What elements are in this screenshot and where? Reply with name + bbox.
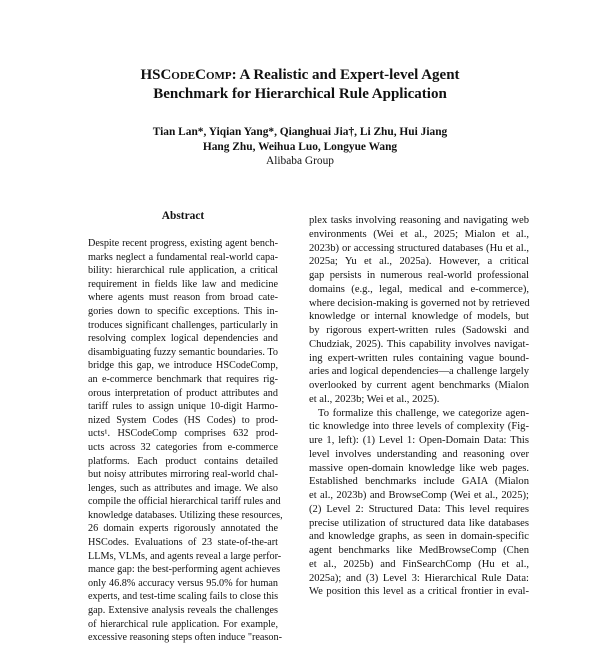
abstract-line: an e-commerce benchmark that requires rig- — [88, 373, 278, 385]
abstract-body — [88, 237, 283, 645]
paper-title — [60, 66, 540, 104]
abstract-line: of hierarchical rule application. For example, — [88, 618, 278, 630]
body-line: et al., 2023b; Wei et al., 2025). — [309, 393, 440, 405]
body-line: agent benchmarks like MedBrowseComp (Chen — [309, 545, 529, 556]
body-line: tic knowledge into three levels of complexity (Fig- — [309, 421, 529, 433]
author-line-1: Tian Lan*, Yiqian Yang*, Qianghuai Jia†, Li Zhu, Hui Jiang — [152, 126, 448, 138]
abstract-line: knowledge databases. Utilizing these resources, — [88, 509, 283, 521]
body-line: where decision-making is governed not by retrieved — [309, 297, 530, 309]
body-line: To formalize this challenge, we categorize agen- — [318, 407, 529, 419]
title-line-1: HSCodeComp: A Realistic and Expert-level Agent — [140, 67, 460, 83]
body-line: plex tasks involving reasoning and navigating web — [309, 215, 529, 226]
body-line: 2023b) or accessing structured databases (Hu et al., — [309, 242, 529, 254]
abstract-line: platforms. Each product contains detailed — [88, 455, 278, 467]
body-line: level involves understanding and reasoning over — [309, 448, 529, 460]
abstract-line: mance gap: the best-performing agent achieves — [88, 564, 281, 576]
body-line: Established benchmarks include GAIA (Mialon — [309, 476, 529, 488]
body-line: et al., 2023b) and BrowseComp (Wei et al., 2025); — [309, 490, 529, 501]
body-line: gap persists in numerous real-world professional — [309, 270, 529, 281]
affiliation: Alibaba Group — [265, 155, 334, 167]
body-column-right — [309, 214, 529, 599]
title-line-2: Benchmark for Hierarchical Rule Application — [153, 86, 447, 102]
body-line: domains (e.g., legal, medical and e-commerce), — [309, 283, 529, 295]
body-line: environments (Wei et al., 2025; Mialon et al., — [309, 228, 529, 240]
abstract-line: 26 domain experts rigorously annotated the — [88, 523, 278, 535]
abstract-line: marks neglect a fundamental real-world capa- — [88, 251, 278, 263]
abstract-line: but noisy attributes mirroring real-world chal- — [88, 469, 278, 481]
abstract-line: disambiguating fuzzy semantic boundaries. To — [88, 346, 278, 358]
abstract-line: ucts across 32 categories from e-commerce — [88, 441, 278, 453]
abstract-line: compile the official hierarchical tariff rules and — [88, 496, 281, 508]
body-line: overlooked by current agent benchmarks (Mialon — [309, 380, 529, 391]
body-line: We position this level as a critical frontier in eval- — [309, 586, 529, 598]
abstract-line: experts, and test-time scaling fails to close this — [88, 591, 279, 603]
abstract-line: nized System Codes (HS Codes) to prod- — [88, 414, 278, 426]
abstract-line: gap. Extensive analysis reveals the challenges — [88, 605, 278, 617]
body-line: Chudziak, 2025). This capability involves navigat- — [309, 338, 529, 350]
abstract-line: LLMs, VLMs, and agents reveal a large perfor- — [88, 550, 282, 562]
abstract-line: orous interpretation of product attributes and — [88, 387, 278, 399]
abstract-line: ucts¹. HSCodeComp comprises 632 prod- — [88, 428, 278, 440]
abstract-line: bility: hierarchical rule application, a critical — [88, 265, 278, 277]
abstract-line: Despite recent progress, existing agent bench- — [88, 238, 278, 249]
body-line: knowledge or internal knowledge of models, but — [309, 311, 529, 323]
body-line: by rigorous expert-written rules (Sadowski and — [309, 325, 529, 336]
body-line: aries and logical dependencies—a challenge largely — [309, 366, 529, 378]
body-line: (2) Level 2: Structured Data: This level requires — [309, 503, 529, 515]
abstract-line: tariff rules to assign unique 10-digit Harmo- — [88, 401, 278, 413]
abstract-line: bridge this gap, we introduce HSCodeComp, — [88, 360, 278, 372]
abstract-line: gories down to specific exceptions. This in- — [88, 305, 278, 317]
abstract-line: resolving complex logical dependencies and — [88, 333, 278, 345]
author-line-2: Hang Zhu, Weihua Luo, Longyue Wang — [202, 141, 398, 153]
body-line: ing expert-written rules containing vague bound- — [309, 352, 529, 364]
body-line: et al., 2025b) and FinSearchComp (Hu et al., — [309, 558, 529, 570]
body-line: precise utilization of structured data like databases — [309, 517, 529, 529]
abstract-line: where agents must reason from broad cate- — [88, 292, 278, 304]
body-line: ure 1, left): (1) Level 1: Open-Domain Data: This — [309, 435, 529, 446]
body-line: 2025a); and (3) Level 3: Hierarchical Rule Data: — [309, 572, 529, 584]
abstract-line: excessive reasoning steps often induce "reason- — [88, 632, 282, 644]
body-line: massive open-domain knowledge like web pages. — [309, 462, 529, 474]
body-line: 2025a; Yu et al., 2025a). However, a critical — [309, 256, 529, 268]
abstract-line: troduces significant challenges, particularly in — [88, 319, 278, 331]
author-list — [60, 125, 540, 155]
abstract-line: requirement in fields like law and medicine — [88, 278, 278, 290]
abstract-line: only 46.8% accuracy versus 95.0% for human — [88, 577, 278, 589]
abstract-line: lenges, such as attributes and image. We also — [88, 482, 278, 494]
abstract-line: HSCodes. Evaluations of 23 state-of-the-art — [88, 537, 278, 549]
body-line: and knowledge graphs, as seen in domain-specific — [309, 531, 529, 543]
abstract-heading: Abstract — [161, 210, 205, 222]
